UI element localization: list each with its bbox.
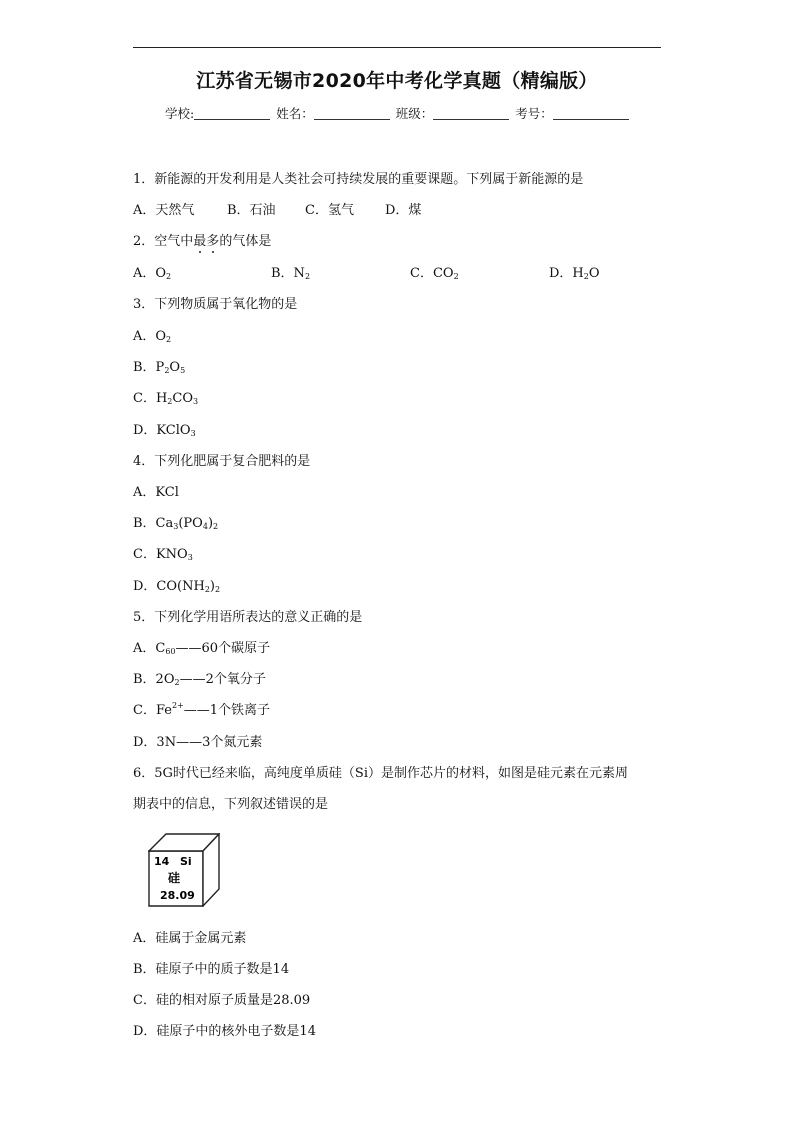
q3-option-a-subscript: 2 [166, 335, 172, 344]
class-blank [433, 107, 509, 120]
q4-option-b-mid: (PO [178, 516, 203, 531]
q3-option-d-text: D．KClO [133, 423, 191, 438]
school-blank [194, 107, 270, 120]
header-rule [133, 47, 661, 48]
q2-option-b-subscript: 2 [304, 272, 311, 281]
q4-option-d-subscript-2: 2 [214, 585, 221, 594]
student-info-line [165, 104, 631, 122]
q5-option-a-subscript: 60 [165, 647, 176, 656]
q3-option-b-mid: O [169, 360, 181, 375]
school-label: 学校: [165, 106, 195, 121]
atomic-number: 14 [154, 855, 170, 868]
q4-option-d [133, 579, 220, 595]
q2-stem-before: 2．空气中 [133, 234, 194, 249]
q2-option-b-text: B．N [271, 266, 305, 281]
q2-option-a-text: A．O [133, 266, 167, 281]
q5-option-b-tail: ——2个氧分子 [179, 672, 266, 687]
question-1-stem: 1．新能源的开发利用是人类社会可持续发展的重要课题。下列属于新能源的是 [133, 172, 584, 187]
q2-option-a-subscript: 2 [166, 272, 172, 281]
q2-option-d-tail: O [588, 266, 600, 281]
q6-option-a: A．硅属于金属元素 [133, 931, 247, 946]
number-label: 考号： [515, 106, 553, 121]
q4-option-d-text: D．CO(NH [133, 579, 205, 594]
q6-option-d: D．硅原子中的核外电子数是14 [133, 1024, 316, 1039]
q2-option-c-subscript: 2 [453, 272, 459, 281]
question-2-options [133, 266, 600, 282]
q2-option-d [549, 266, 600, 282]
question-2-stem [133, 234, 271, 250]
q4-option-b-text: B．Ca [133, 516, 174, 531]
q4-option-c-subscript: 3 [187, 553, 193, 562]
page-title: 江苏省无锡市2020年中考化学真题（精编版） [196, 70, 598, 92]
question-4-stem: 4．下列化肥属于复合肥料的是 [133, 454, 311, 469]
q4-option-b-subscript-2: 4 [202, 522, 208, 531]
q2-option-c-text: C．CO [410, 266, 454, 281]
question-6-stem-line-2: 期表中的信息，下列叙述错误的是 [133, 797, 329, 812]
q3-option-b-subscript-1: 2 [164, 366, 170, 375]
q4-option-d-tail: ) [209, 579, 215, 594]
q6-option-c: C．硅的相对原子质量是28.09 [133, 993, 311, 1008]
q3-option-a [133, 329, 171, 345]
q2-option-c [410, 266, 549, 282]
q4-option-d-subscript-1: 2 [204, 585, 210, 594]
q5-option-c [133, 703, 270, 719]
question-1-options [133, 203, 421, 219]
q2-stem-after: 的气体是 [219, 234, 272, 249]
q3-option-a-text: A．O [133, 329, 167, 344]
q2-option-d-subscript: 2 [583, 272, 589, 281]
q1-option-d: D．煤 [385, 203, 422, 218]
q5-option-b-text: B．2O [133, 672, 175, 687]
name-blank [314, 107, 390, 120]
question-3-stem: 3．下列物质属于氧化物的是 [133, 297, 298, 312]
q4-option-b-subscript-1: 3 [173, 522, 179, 531]
question-5-stem: 5．下列化学用语所表达的意义正确的是 [133, 610, 363, 625]
silicon-element-cell [148, 833, 220, 907]
q3-option-c-subscript-1: 2 [167, 397, 173, 406]
q3-option-c-text: C．H [133, 391, 168, 406]
q4-option-c [133, 547, 193, 563]
q5-option-b-subscript: 2 [174, 678, 180, 687]
q3-option-b [133, 360, 185, 376]
element-name: 硅 [168, 871, 181, 885]
q4-option-b-tail: ) [207, 516, 214, 531]
q5-option-c-superscript: 2+ [171, 701, 184, 710]
q4-option-b-subscript-3: 2 [213, 522, 219, 531]
atomic-mass: 28.09 [160, 889, 195, 902]
q3-option-c [133, 391, 198, 407]
q4-option-a: A．KCl [133, 485, 179, 500]
q3-option-c-tail: CO [172, 391, 193, 406]
q2-stem-emphasis-1: 最 [193, 234, 207, 249]
q2-stem-emphasis-2: 多 [206, 234, 220, 249]
q2-option-b [271, 266, 410, 282]
number-blank [553, 107, 629, 120]
q1-option-a: A．天然气 [133, 203, 195, 218]
class-label: 班级： [395, 106, 434, 121]
q2-option-a [133, 266, 271, 282]
q5-option-a [133, 641, 270, 657]
q5-option-b [133, 672, 266, 688]
name-label: 姓名： [276, 106, 314, 121]
q3-option-d [133, 423, 196, 439]
question-6-stem-line-1: 6．5G时代已经来临，高纯度单质硅（Si）是制作芯片的材料，如图是硅元素在元素周 [133, 766, 628, 781]
q6-option-b: B．硅原子中的质子数是14 [133, 962, 290, 977]
q3-option-b-text: B．P [133, 360, 165, 375]
q3-option-c-subscript-2: 3 [193, 397, 199, 406]
q1-option-b: B．石油 [227, 203, 276, 218]
q4-option-b [133, 516, 218, 532]
q5-option-c-tail: ——1个铁离子 [183, 703, 271, 718]
q4-option-c-text: C．KNO [133, 547, 188, 562]
q3-option-b-subscript-2: 5 [180, 366, 186, 375]
q5-option-c-text: C．Fe [133, 703, 172, 718]
q3-option-d-subscript: 3 [190, 429, 196, 438]
q5-option-a-tail: ——60个碳原子 [175, 641, 271, 656]
q5-option-d: D．3N——3个氮元素 [133, 735, 263, 750]
element-symbol: Si [180, 855, 192, 868]
q2-option-d-text: D．H [549, 266, 584, 281]
q1-option-c: C．氢气 [305, 203, 354, 218]
q5-option-a-text: A．C [133, 641, 166, 656]
